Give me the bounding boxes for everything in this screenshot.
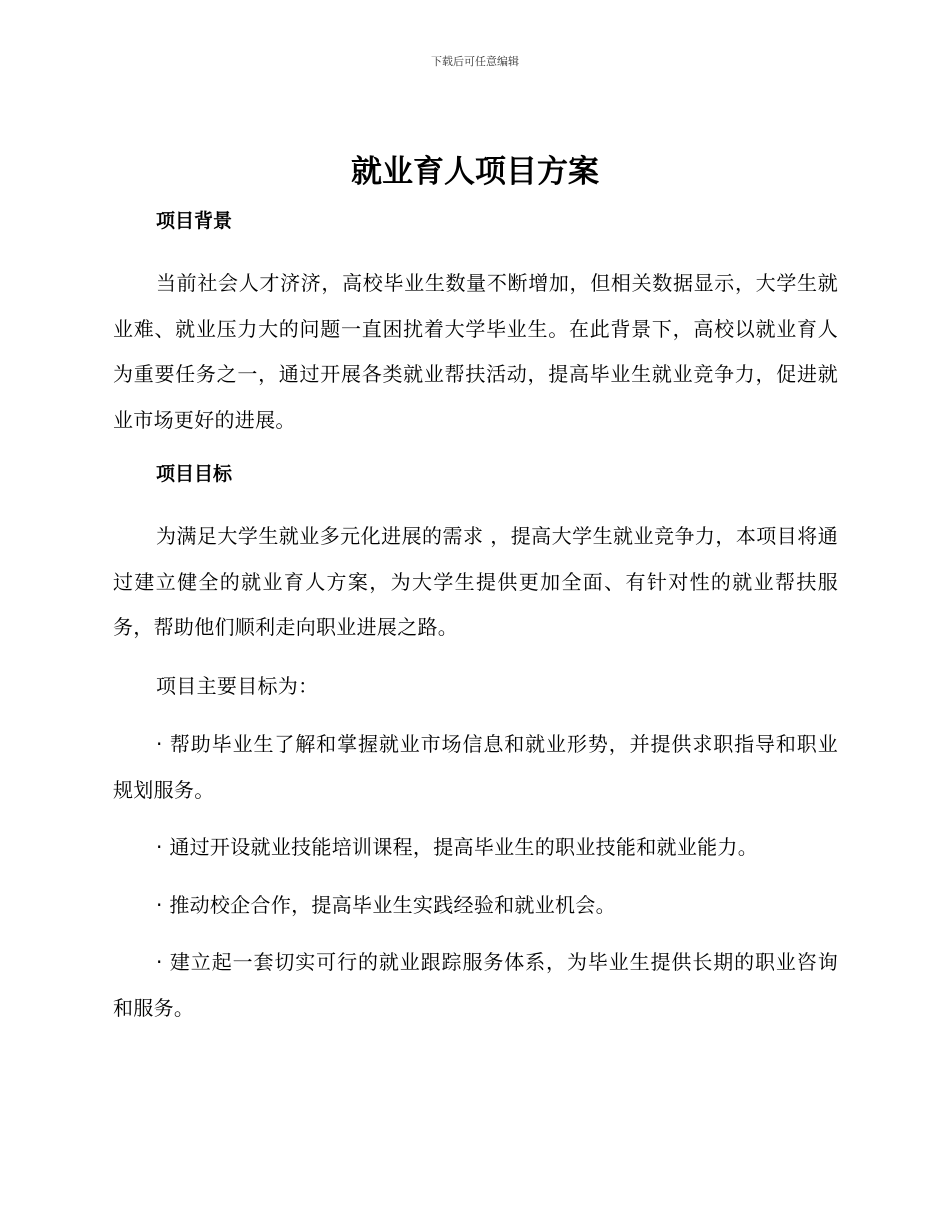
- goals-paragraph: 为满足大学生就业多元化进展的需求 ，提高大学生就业竞争力，本项目将通过建立健全的就业育人方案，为大学生提供更加全面、有针对性的就业帮扶服务，帮助他们顺利走向职业进展之路。: [113, 524, 838, 639]
- background-paragraph: 当前社会人才济济，高校毕业生数量不断增加，但相关数据显示，大学生就业难、就业压力大的问题一直困扰着大学毕业生。在此背景下，高校以就业育人为重要任务之一，通过开展各类就业帮扶活动，提高毕业生就业竞争力，促进就业市场更好的进展。: [113, 271, 838, 432]
- document-body: [113, 203, 838, 1043]
- section-heading-background: 项目背景: [156, 210, 233, 232]
- header-note: 下载后可任意编辑: [431, 55, 519, 68]
- goal-bullet-4: · 建立起一套切实可行的就业跟踪服务体系，为毕业生提供长期的职业咨询和服务。: [113, 950, 838, 1020]
- goal-bullet-3: · 推动校企合作，提高毕业生实践经验和就业机会。: [156, 892, 616, 917]
- goal-bullet-2: · 通过开设就业技能培训课程，提高毕业生的职业技能和就业能力。: [156, 835, 759, 859]
- goals-intro: 项目主要目标为：: [156, 673, 319, 698]
- section-heading-goals: 项目目标: [156, 463, 233, 485]
- document-title: 就业育人项目方案: [351, 154, 599, 190]
- goal-bullet-1: · 帮助毕业生了解和掌握就业市场信息和就业形势，并提供求职指导和职业规划服务。: [113, 732, 838, 802]
